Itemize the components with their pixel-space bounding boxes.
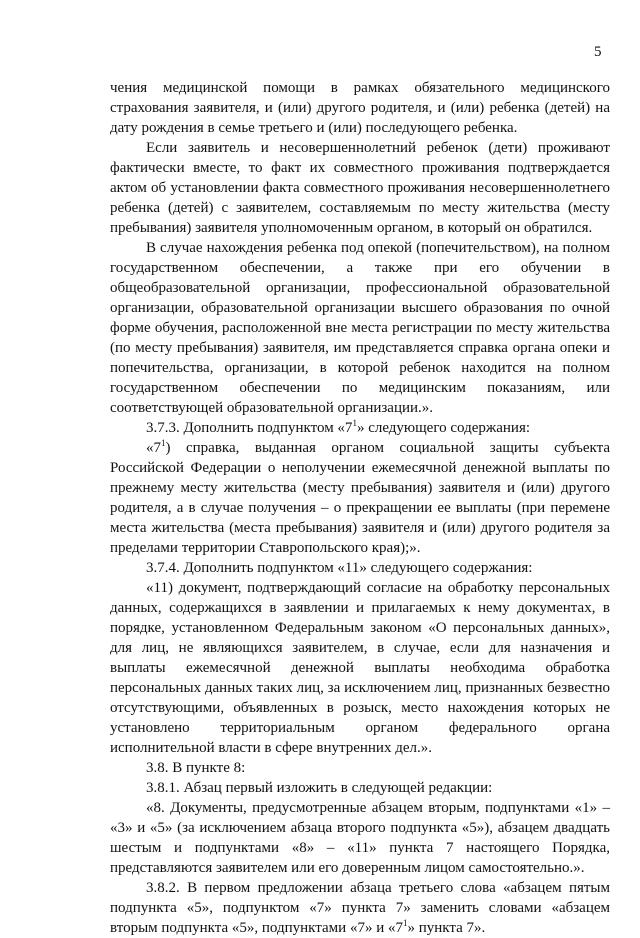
paragraph-subitem-11: «11) документ, подтверждающий согласие на обработку персональных данных, содержащихся в заявлении и прилагаемых к нему документах, в порядке, установленном Федеральным законом «О персональных данных», для лиц, не являющихся заявителем, в случае, если для назначения и выплаты ежемесячной денежной выплаты необходима обработка персональных данных таких лиц, за исключением лиц, признанных безвестно отсутствующими, объявленных в розыск, место нахождения которых не установлено территориальным органом федерального органа исполнительной власти в сфере внутренних дел.». — [110, 580, 610, 756]
paragraph-item-8: «8. Документы, предусмотренные абзацем вторым, подпунктами «1» – «3» и «5» (за исключением абзаца второго подпункта «5»), абзацем двадцать шестым и подпунктами «8» – «11» пункта 7 настоящего Порядка, представляются заявителем или его доверенным лицом самостоятельно.». — [110, 800, 610, 876]
paragraph-3-8-1: 3.8.1. Абзац первый изложить в следующей редакции: — [146, 780, 493, 796]
paragraph-3-8: 3.8. В пункте 8: — [146, 760, 246, 776]
paragraph-3-7-3: 3.7.3. Дополнить подпунктом «$7^1$» следующего содержания: — [146, 418, 531, 436]
paragraph-guardianship: В случае нахождения ребенка под опекой (попечительством), на полном государственном обеспечении, а также при его обучении в общеобразовательной организации, профессиональной образовательной организации, образовательной организации высшего образования по очной форме обучения, расположенной вне места регистрации по месту жительства (по месту пребывания) заявителя, им представляется справка органа опеки и попечительства, организации, в которой ребенок находится на полном государственном обеспечении по медицинским показаниям, или соответствующей образовательной организации.». — [110, 240, 610, 416]
paragraph-continued: чения медицинской помощи в рамках обязательного медицинского страхования заявителя, и (или) другого родителя, и (или) ребенка (детей) на дату рождения в семье третьего и (или) последующего ребенка. — [110, 80, 610, 136]
paragraph-subitem-7-1: «$7^1$) справка, выданная органом социальной защиты субъекта Российской Федерации о неполучении ежемесячной денежной выплаты по прежнему месту жительства (месту пребывания) заявителя и (или) другого родителя, а в случае получения – о прекращении ее выплаты (при перемене места жительства (места пребывания) заявителя и (или) другого родителя за пределами территории Ставропольского края);». — [110, 438, 610, 556]
document-body — [110, 78, 610, 938]
paragraph-3-8-2: 3.8.2. В первом предложении абзаца третьего слова «абзацем пятым подпункта «5», подпунктом «7» пункта 7» заменить словами «абзацем вторым подпункта «5», подпунктами «7» и «$7^1$» пункта 7». — [110, 880, 610, 936]
paragraph-cohabitation: Если заявитель и несовершеннолетний ребенок (дети) проживают фактически вместе, то факт их совместного проживания подтверждается актом об установлении факта совместного проживания несовершеннолетнего ребенка (детей) с заявителем, составляемым по месту жительства (месту пребывания) заявителя уполномоченным органом, в который он обратился. — [110, 140, 610, 236]
paragraph-3-7-4: 3.7.4. Дополнить подпунктом «11» следующего содержания: — [146, 560, 533, 576]
page-number: 5 — [594, 44, 602, 60]
